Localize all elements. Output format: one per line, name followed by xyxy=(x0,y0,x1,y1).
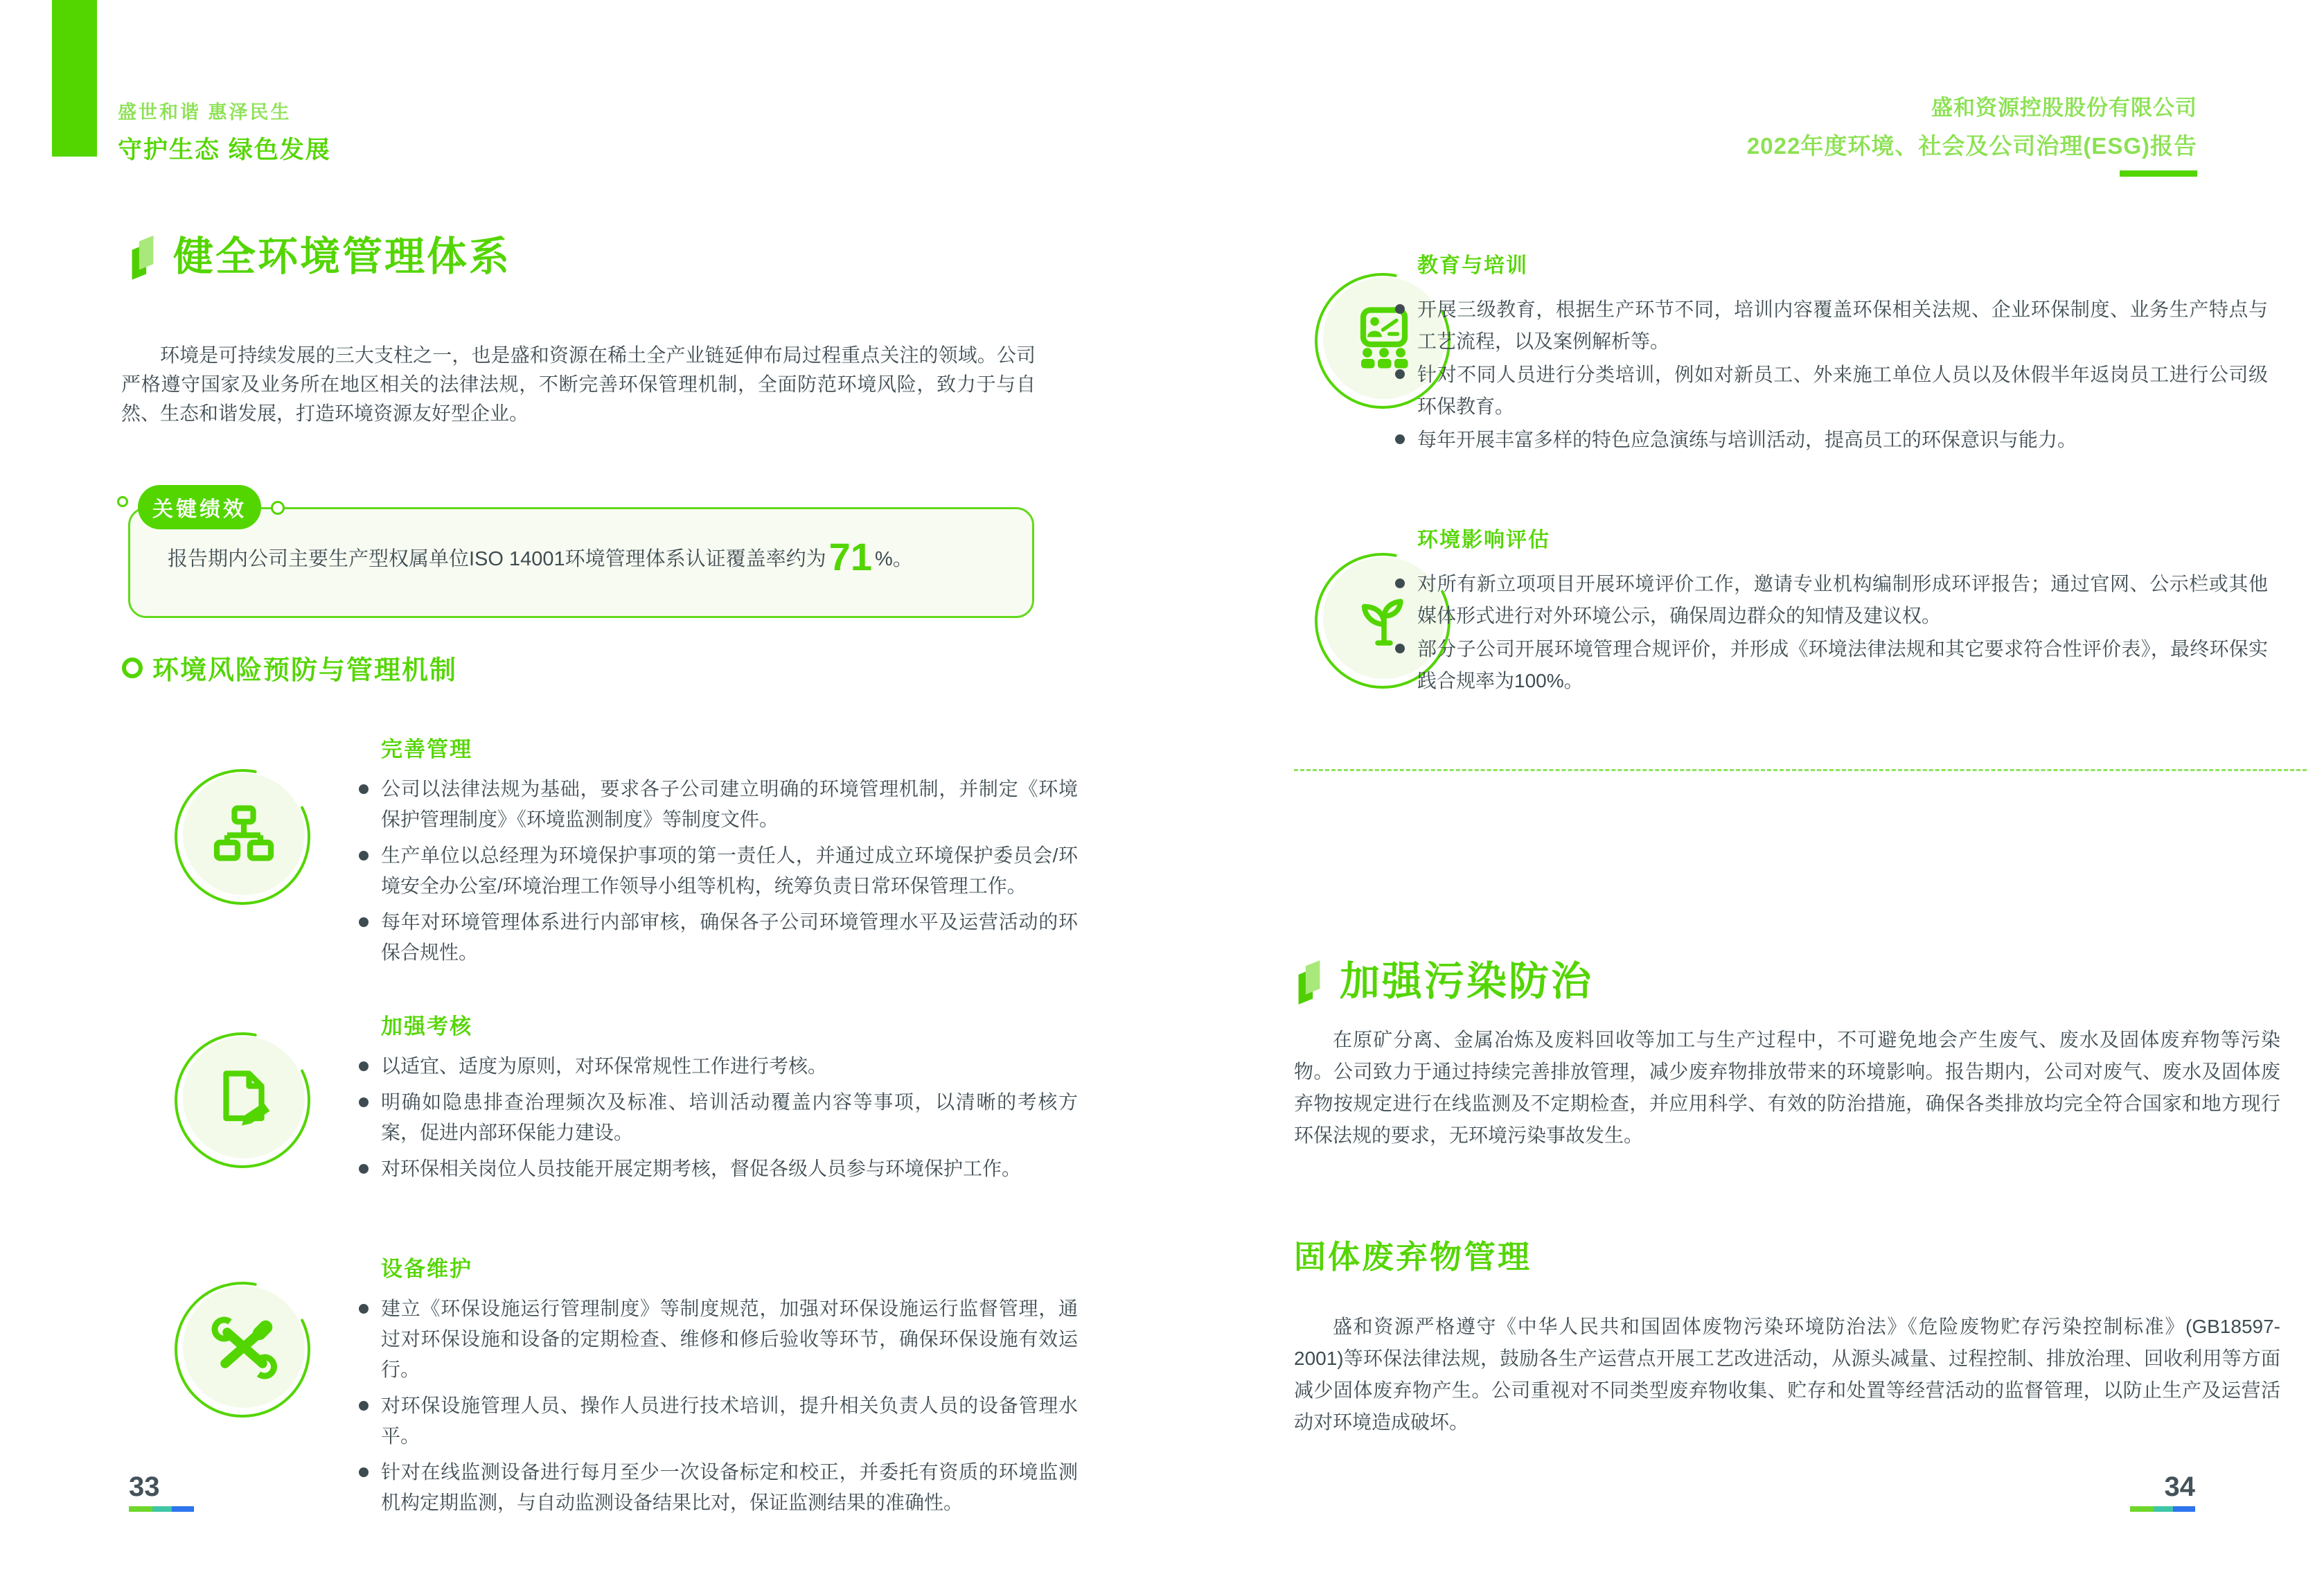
mechanism-bullet-list xyxy=(357,1051,1078,1184)
kpi-value: 71 xyxy=(828,535,872,579)
key-performance-module xyxy=(128,485,1034,618)
chapter-flag-icon xyxy=(1297,960,1322,1010)
mechanism-block-management xyxy=(357,732,1078,973)
bullet-item: 明确如隐患排查治理频次及标准、培训活动覆盖内容等事项，以清晰的考核方案，促进内部环保能力建设。 xyxy=(357,1087,1078,1148)
org-chart-icon xyxy=(211,801,277,867)
chapter-title-text: 加强污染防治 xyxy=(1340,959,1594,1004)
section-heading-text: 环境风险预防与管理机制 xyxy=(152,656,458,685)
bullet-item: 部分子公司开展环境管理合规评价，并形成《环境法律法规和其它要求符合性评价表》，最终环保实践合规率为100%。 xyxy=(1394,633,2268,697)
bullet-item: 对环保相关岗位人员技能开展定期考核，督促各级人员参与环境保护工作。 xyxy=(357,1154,1078,1184)
header-accent-bar xyxy=(2120,170,2197,177)
report-title: 2022年度环境、社会及公司治理(ESG)报告 xyxy=(1746,133,2197,159)
section-bullet-list xyxy=(1394,568,2268,697)
left-page-header xyxy=(118,97,331,166)
mechanism-title: 加强考核 xyxy=(381,1014,472,1039)
mechanism-icon-1 xyxy=(173,768,312,906)
chapter-title-pollution-control xyxy=(1297,958,1593,1010)
section-impact-assessment xyxy=(1394,522,2268,698)
mechanism-icon-2 xyxy=(173,1031,312,1170)
bullet-item: 建立《环保设施运行管理制度》等制度规范，加强对环保设施运行监督管理，通过对环保设施和设备的定期检查、维修和修后验收等环节，确保环保设施有效运行。 xyxy=(357,1294,1078,1385)
pollution-control-paragraph: 在原矿分离、金属冶炼及废料回收等加工与生产过程中，不可避免地会产生废气、废水及固体废弃物等污染物。公司致力于通过持续完善排放管理，减少废弃物排放带来的环境影响。报告期内，公司对废气、废水及固体废弃物按规定进行在线监测及不定期检查，并应用科学、有效的防治措施，确保各类排放均完全符合国家和地方现行环保法规的要求，无环境污染事故发生。 xyxy=(1294,1029,2280,1146)
header-slogan-line2: 守护生态 绿色发展 xyxy=(118,136,331,164)
doc-edit-icon xyxy=(211,1064,277,1131)
key-performance-box xyxy=(128,507,1034,618)
page-number-text: 34 xyxy=(2164,1472,2195,1502)
kpi-text-after: %。 xyxy=(874,548,913,570)
page-number-right xyxy=(2129,1473,2195,1512)
page-number-text: 33 xyxy=(129,1472,160,1502)
chapter-title-text: 健全环境管理体系 xyxy=(173,234,512,279)
bullet-item: 针对在线监测设备进行每月至少一次设备标定和校正，并委托有资质的环境监测机构定期监测，与自动监测设备结果比对，保证监测结果的准确性。 xyxy=(357,1457,1078,1518)
ring-bullet-icon xyxy=(122,658,143,678)
dashed-divider xyxy=(1294,769,2307,771)
header-slogan-line1: 盛世和谐 惠泽民生 xyxy=(118,102,292,123)
bullet-item: 每年开展丰富多样的特色应急演练与培训活动，提高员工的环保意识与能力。 xyxy=(1394,424,2268,456)
intro-paragraph: 环境是可持续发展的三大支柱之一，也是盛和资源在稀土全产业链延伸布局过程重点关注的领域。公司严格遵守国家及业务所在地区相关的法律法规，不断完善环保管理机制，全面防范环境风险，致力于与自然、生态和谐发展，打造环境资源友好型企业。 xyxy=(121,344,1036,424)
page-number-left xyxy=(129,1473,194,1512)
connector-ring-icon xyxy=(271,501,285,515)
mechanism-block-equipment xyxy=(357,1251,1078,1524)
mechanism-bullet-list xyxy=(357,774,1078,968)
key-performance-badge: 关键绩效 xyxy=(138,485,261,529)
bullet-item: 生产单位以总经理为环境保护事项的第一责任人，并通过成立环境保护委员会/环境安全办公室/环境治理工作领导小组等机构，统筹负责日常环保管理工作。 xyxy=(357,840,1078,901)
mechanism-title: 完善管理 xyxy=(381,737,472,761)
chapter-title-env-management xyxy=(130,233,511,285)
bullet-item: 每年对环境管理体系进行内部审核，确保各子公司环境管理水平及运营活动的环保合规性。 xyxy=(357,907,1078,968)
mechanism-title: 设备维护 xyxy=(381,1257,472,1281)
section-title: 教育与培训 xyxy=(1417,254,1528,277)
solid-waste-paragraph: 盛和资源严格遵守《中华人民共和国固体废物污染环境防治法》《危险废物贮存污染控制标准》(GB18597-2001)等环保法律法规，鼓励各生产运营点开展工艺改进活动，从源头减量、过程控制、排放治理、回收利用等方面减少固体废弃物产生。公司重视对不同类型废弃物收集、贮存和处置等经营活动的监督管理，以防止生产及运营活动对环境造成破坏。 xyxy=(1294,1316,2280,1433)
section-bullet-list xyxy=(1394,294,2268,456)
kpi-text-before: 报告期内公司主要生产型权属单位ISO 14001环境管理体系认证覆盖率约为 xyxy=(168,548,826,570)
mechanism-bullet-list xyxy=(357,1294,1078,1518)
section-heading-risk-mechanism xyxy=(122,649,457,687)
solid-waste-heading: 固体废弃物管理 xyxy=(1294,1239,1532,1275)
section-education-training xyxy=(1394,248,2268,457)
mechanism-block-assessment xyxy=(357,1009,1078,1190)
kpi-statement xyxy=(168,534,995,579)
bullet-item: 开展三级教育，根据生产环节不同，培训内容覆盖环保相关法规、企业环保制度、业务生产特点与工艺流程，以及案例解析等。 xyxy=(1394,294,2268,358)
company-name: 盛和资源控股股份有限公司 xyxy=(1931,96,2197,120)
bullet-item: 针对不同人员进行分类培训，例如对新员工、外来施工单位人员以及休假半年返岗员工进行公司级环保教育。 xyxy=(1394,359,2268,423)
mechanism-icon-3 xyxy=(173,1280,312,1419)
corner-accent-block xyxy=(52,0,97,157)
right-page-header xyxy=(1662,90,2197,180)
chapter-flag-icon xyxy=(130,236,155,285)
bullet-item: 公司以法律法规为基础，要求各子公司建立明确的环境管理机制，并制定《环境保护管理制度》《环境监测制度》等制度文件。 xyxy=(357,774,1078,835)
bullet-item: 对所有新立项项目开展环境评价工作，邀请专业机构编制形成环评报告；通过官网、公示栏或其他媒体形式进行对外环境公示，确保周边群众的知情及建议权。 xyxy=(1394,568,2268,632)
tools-icon xyxy=(211,1314,277,1380)
page-accent-bar xyxy=(2129,1506,2195,1512)
page-accent-bar xyxy=(129,1506,194,1512)
connector-ring-icon xyxy=(117,496,128,507)
bullet-item: 以适宜、适度为原则，对环保常规性工作进行考核。 xyxy=(357,1051,1078,1082)
bullet-item: 对环保设施管理人员、操作人员进行技术培训，提升相关负责人员的设备管理水平。 xyxy=(357,1391,1078,1452)
section-title: 环境影响评估 xyxy=(1417,529,1550,552)
